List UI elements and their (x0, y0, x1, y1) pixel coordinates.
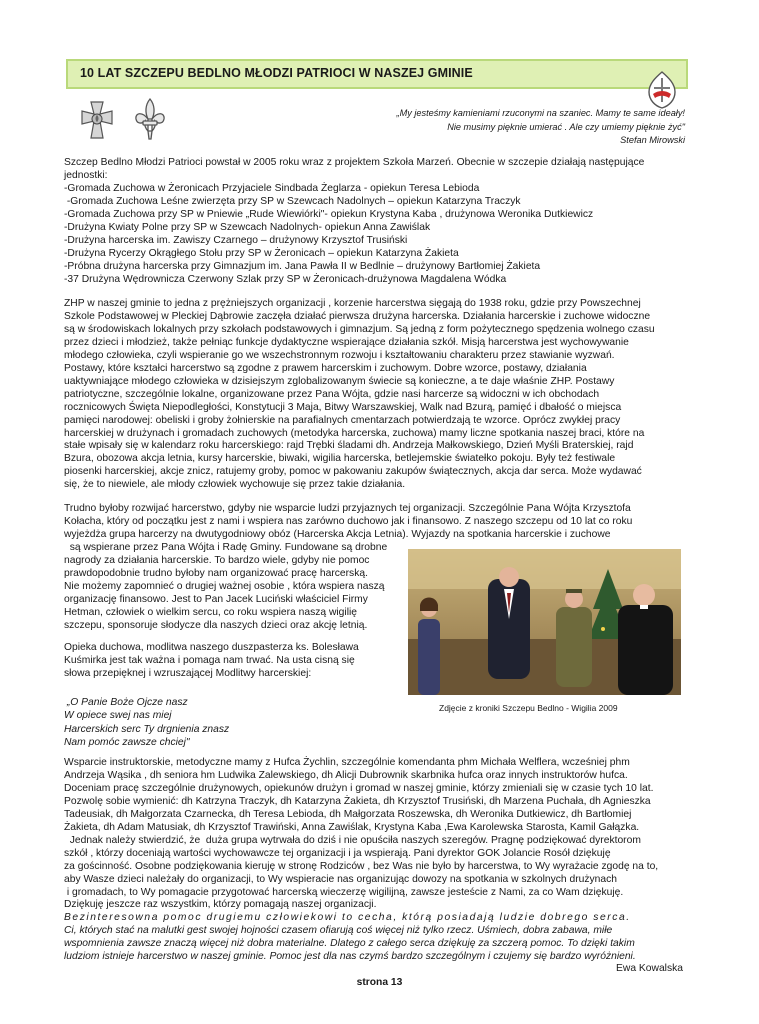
poem-line: Harcerskich serc Ty drgnienia znasz (64, 723, 230, 735)
text-line: uaktywniające młodego człowieka w dzisiejszym zglobalizowanym świecie są konieczne, a te daje właśnie ZHP. Postawy (64, 375, 615, 387)
unit-item: -Gromada Zuchowa przy SP w Pniewie „Rude Wiewiórki"- opiekun Krystyna Kaba , drużynowa Weronika Dutkiewicz (64, 208, 594, 220)
motto-author: Stefan Mirowski (620, 135, 685, 145)
text-line: młodego człowieka, czyli wspieranie go we wszechstronnym rozwoju i kształtowaniu charakteru przez stawianie wyzwań. (64, 349, 615, 361)
text-line: za gościnność. Osobne podziękowania kieruję w stronę Rodziców , bez Was nie było by harcerstwa, to Wy wyrażacie zgodę na to, (64, 860, 659, 872)
text-line: Andrzeja Wąsika , dh seniora hm Ludwika Zalewskiego, dh Alicji Dubrownik skarbnika hufca oraz innych instruktorów hufca. (64, 769, 628, 781)
text-line: szczepu, sponsoruje słodycze dla naszych dzieci oraz akcję letnią. (64, 619, 368, 631)
motto (397, 107, 685, 148)
text-line: szkół , którzy doceniają wartości wychowawcze tej organizacji i ja wspierają. Pani dyrektor GOK Jolancie Rosół dziękuję (64, 847, 611, 859)
text-line: nagrody za działania harcerskie. To bardzo wiele, gdyby nie pomoc (64, 554, 370, 566)
signature: Ewa Kowalska (616, 963, 683, 974)
text-line: Kuśmirka jest tak ważna i pomaga nam trwać. Na usta cisną się (64, 654, 355, 666)
text-line: Szkole Podstawowej w Pleckiej Dąbrowie zaczęła działać pierwsza drużyna harcerska. Działania harcerskie i zuchowe widoczne (64, 310, 651, 322)
text-line: są w środowiskach lokalnych przy szkołach podstawowych i gimnazjum. Są jedną z form pożytecznego spędzenia wolnego czasu (64, 323, 655, 335)
text-line: są wspierane przez Pana Wójta i Radę Gminy. Fundowane są drobne (64, 541, 388, 553)
page-number: strona 13 (356, 977, 403, 988)
text-line: organizację finansowo. Jest to Pan Jacek Luciński właściciel Firmy (64, 593, 368, 605)
poem-line: „O Panie Boże Ojcze nasz (64, 697, 188, 708)
text-line: słowa przepięknej i wzruszającej Modlitwy harcerskiej: (64, 667, 312, 679)
zhp-paragraph (64, 298, 696, 492)
unit-item: -Drużyna Rycerzy Okrągłego Stołu przy SP w Żeronicach – opiekun Katarzyna Żakieta (64, 247, 459, 259)
text-line: harcerskiej w drużynach i gromadach zuchowych (metodyka harcerska, zuchowa) mamy liczne spotkania naszej braci, które na (64, 427, 645, 439)
closing-line: ludziom istnieje harcerstwo w naszej gminie. Pomoc jest dla nas czymś bardzo szczególnym i czujemy się bardzo wyróżnieni. (64, 951, 636, 963)
unit-item: -Drużyna Kwiaty Polne przy SP w Szewcach Nadolnych- opiekun Anna Zawiślak (64, 221, 431, 233)
unit-item: -Gromada Zuchowa w Żeronicach Przyjaciele Sindbada Żeglarza - opiekun Teresa Lebioda (64, 182, 480, 194)
text-line: się, że to niewiele, ale młody człowiek wychowuje się przez takie działania. (64, 479, 406, 491)
photo-caption: Zdjęcie z kroniki Szczepu Bedlno - Wigilia 2009 (439, 703, 618, 713)
poem-line: W opiece swej nas miej (64, 710, 172, 722)
text-line: jednostki: (64, 169, 108, 181)
fleur-de-lis-icon (132, 97, 168, 146)
unit-item: -Drużyna harcerska im. Zawiszy Czarnego – drużynowy Krzysztof Trusiński (64, 234, 408, 246)
text-line: Żakieta, dh Adam Matusiak, dh Krzysztof Trawiński, Anna Zawiślak, Krystyna Kaba ,Ewa Karolewska Starosta, Kamil Gałązka. (64, 821, 640, 833)
unit-item: -Gromada Zuchowa Leśne zwierzęta przy SP w Szewcach Nadolnych – opiekun Katarzyna Traczyk (64, 195, 521, 207)
text-line: piosenki harcerskiej, akcje znicz, ratujemy groby, pomoc w pakowaniu zakupów świątecznych, akcja dar serca. Może wydawać (64, 466, 642, 478)
text-line: Dziękuję jeszcze raz wszystkim, którzy pomagają naszej organizacji. (64, 899, 377, 911)
photo-wigilia (408, 549, 681, 695)
text-line: Opieka duchowa, modlitwa naszego duszpasterza ks. Bolesława (64, 642, 359, 653)
harcerz-cross-icon (74, 100, 120, 147)
text-line: ZHP w naszej gminie to jedna z prężniejszych organizacji , korzenie harcerstwa sięgają do 1938 roku, gdzie przy Powszechnej (64, 298, 641, 309)
text-line: Szczep Bedlno Młodzi Patrioci powstał w 2005 roku wraz z projektem Szkoła Marzeń. Obecnie w szczepie działają następujące (64, 157, 645, 168)
motto-line: „My jesteśmy kamieniami rzuconymi na szaniec. Mamy te same ideały! (396, 108, 685, 118)
thanks-paragraph (64, 757, 696, 964)
text-line: stałe wpisały się w kalendarz roku harcerskiego: rajd Trębki śladami dh. Andrzeja Małkowskiego, Dzień Myśli Braterskiej, rajd (64, 440, 634, 452)
text-line: Trudno byłoby rozwijać harcerstwo, gdyby nie wsparcie ludzi przyjaznych tej organizacji. Szczególnie Pana Wójta Krzysztofa (64, 503, 631, 514)
page-title: 10 LAT SZCZEPU BEDLNO MŁODZI PATRIOCI W NASZEJ GMINIE (80, 66, 473, 80)
motto-line: Nie musimy pięknie umierać . Ale czy umiemy pięknie żyć" (447, 121, 685, 132)
text-line: Kołacha, który od początku jest z nami i wspiera nas zarówno duchowo jak i finansowo. Z naszego szczepu od 10 lat co roku (64, 515, 633, 527)
text-line: Tadeusiak, dh Małgorzata Czarnecka, dh Teresa Lebioda, dh Małgorzata Roszewska, dh Weronika Dutkiewicz, dh Bartłomiej (64, 808, 632, 820)
closing-spaced-line: Bezinteresowna pomoc drugiemu człowiekowi to cecha, którą posiadają ludzie dobrego serca. (64, 912, 631, 924)
text-line: przez dzieci i młodzież, także pełniąc funkcje dydaktyczne wspierające działania szkół. Misją harcerstwa jest wychowywanie (64, 336, 629, 348)
text-line: pamięci narodowej: obeliski i groby żołnierskie na parafialnych cmentarzach potwierdzają te wzorce. Oprócz zwykłej pracy (64, 414, 621, 426)
intro-paragraph (64, 157, 696, 287)
text-line: aby Wasze dzieci należały do organizacji, to Wy wspieracie nas organizując dowozy na spotkania w szkolnych drużynach (64, 873, 617, 885)
poem (64, 696, 229, 750)
text-line: rocznicowych Święta Niepodległości, Konstytucji 3 Maja, Bitwy Warszawskiej, Walk nad Bzurą, pamięć i dbałość o miejsca (64, 401, 622, 413)
text-line: Bzura, obozowa akcja letnia, kursy harcerskie, biwaki, wigilia harcerska, betlejemskie światełko pokoju. Były też festiwale (64, 453, 616, 465)
unit-item: -37 Drużyna Wędrownicza Czerwony Szlak przy SP w Żeronicach-drużynowa Magdalena Wódka (64, 273, 507, 285)
poem-line: Nam pomóc zawsze chciej" (64, 737, 190, 749)
unit-item: -Próbna drużyna harcerska przy Gimnazjum im. Jana Pawła II w Bedlnie – drużynowy Bartłomiej Żakieta (64, 260, 541, 272)
text-line: patriotyczne, szczególnie lokalne, organizowane przez Pana Wójta, gdzie nasi harcerze są widoczni w ich obchodach (64, 388, 600, 400)
text-line: i gromadach, to Wy pomagacie przygotować harcerską wieczerzę wigilijną, zawsze jesteście z Nami, za co Wam dziękuję. (64, 886, 624, 898)
text-line: Hetman, człowiek o wielkim sercu, co roku wspiera naszą wigilię (64, 606, 357, 618)
text-line: prawdopodobnie trudno byłoby nam organizować pracę harcerską. (64, 567, 368, 579)
text-line: Nie możemy zapomnieć o drugiej ważnej osobie , która wspiera naszą (64, 580, 385, 592)
text-line: wyjeżdża grupa harcerzy na dwutygodniowy obóz (Harcerska Akcja Letnia). Wyjazdy na spotkania harcerskie i zuchowe (64, 528, 611, 540)
text-line: Pozwolę sobie wymienić: dh Katrzyna Traczyk, dh Katarzyna Żakieta, dh Krzysztof Trusiński, dh Marzena Puchała, dh Agnieszka (64, 795, 651, 807)
closing-line: Ci, których stać na malutki gest swojej hojności czasem ofiarują coś więcej niż tylko rzecz. Uśmiech, dobra zabawa, miłe (64, 925, 613, 937)
prayer-paragraph (64, 642, 404, 681)
text-line: Doceniam pracę szczególnie drużynowych, opiekunów drużyn i gromad w naszej gminie, którzy zmieniali się w czasie tych 10 lat. (64, 782, 654, 794)
text-line: Wsparcie instruktorskie, metodyczne mamy z Hufca Żychlin, szczególnie komendanta phm Michała Welflera, wcześniej phm (64, 757, 630, 768)
closing-line: wspomnienia zawsze znaczą więcej niż dobra materialne. Dlatego z całego serca dziękuję za szczerą pomoc. To dzięki takim (64, 938, 635, 950)
text-line: Postawy, które kształci harcerstwo są zgodne z prawem harcerskim i zuchowym. Dobre wzorce, postawy, działania (64, 362, 587, 374)
text-line: Jednak należy stwierdzić, że duża grupa wytrwała do dziś i nie opuściła naszych szeregów. Pragnę podziękować dyrektorom (64, 834, 641, 846)
